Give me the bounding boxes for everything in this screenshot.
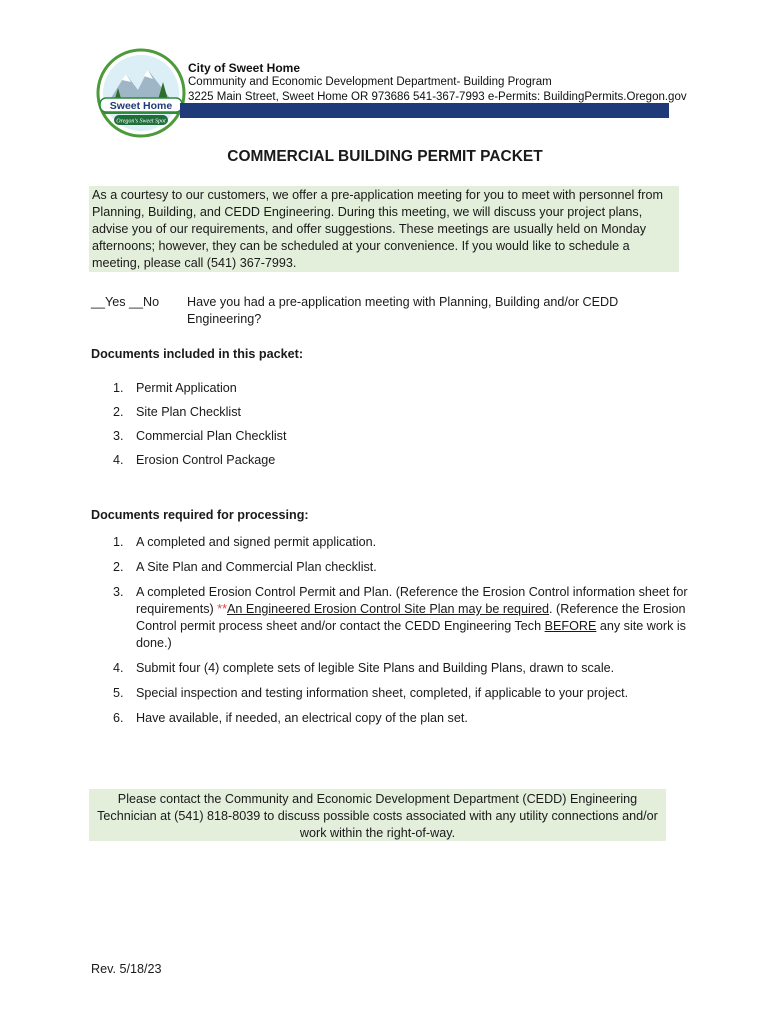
required-item-5: Special inspection and testing information sheet, completed, if applicable to your project.	[136, 686, 629, 700]
required-heading: Documents required for processing:	[91, 508, 309, 522]
item3-underlined-note: An Engineered Erosion Control Site Plan may be required	[227, 602, 550, 616]
required-item-6: Have available, if needed, an electrical copy of the plan set.	[136, 711, 468, 725]
logo-name: Sweet Home	[109, 100, 173, 112]
document-title: COMMERCIAL BUILDING PERMIT PACKET	[227, 148, 543, 165]
logo-tagline: Oregon's Sweet Spot	[116, 118, 166, 125]
yes-no-blanks[interactable]: __Yes __No	[91, 295, 160, 309]
required-list	[91, 534, 691, 727]
included-item-4: Erosion Control Package	[136, 453, 276, 467]
included-list	[91, 381, 286, 467]
org-title: City of Sweet Home	[188, 61, 301, 75]
pre-application-question-text: Have you had a pre-application meeting with Planning, Building and/or CEDD Engineering?	[187, 295, 619, 326]
revision-date: Rev. 5/18/23	[91, 962, 162, 976]
list-item: 2. A Site Plan and Commercial Plan checklist.	[113, 560, 377, 574]
included-item-1: Permit Application	[136, 381, 237, 395]
required-item-2: A Site Plan and Commercial Plan checklist.	[136, 560, 377, 574]
item3-text-part2: . (Reference the Erosion Control permit process sheet and/or contact the CEDD Engineering Tech	[136, 602, 686, 633]
required-item-4: Submit four (4) complete sets of legible Site Plans and Building Plans, drawn to scale.	[136, 661, 615, 675]
header-bar	[180, 103, 669, 118]
list-item: 1. Permit Application	[113, 381, 237, 395]
contact-box	[89, 789, 666, 841]
contact-address: 3225 Main Street, Sweet Home OR 973686 541-367-7993 e-Permits: BuildingPermits.Oregon.gov	[188, 91, 687, 103]
included-item-3: Commercial Plan Checklist	[136, 429, 287, 443]
contact-text: Please contact the Community and Economic Development Department (CEDD) Engineering Technician at (541) 818-8039 to discuss possible costs associated with any utility connections and/or work within the right-of-way.	[97, 792, 658, 840]
required-item-1: A completed and signed permit application.	[136, 535, 377, 549]
item3-stars: **	[217, 602, 228, 616]
list-item: 3. A completed Erosion Control Permit and Plan. (Reference the Erosion Control information sheet for requirements) **An Engineered Erosion Control Site Plan may be required. (Reference the Erosion Control permit process sheet and/or contact the CEDD Engineering Tech BEFORE any site work is done.)	[113, 585, 688, 650]
list-item: 4. Erosion Control Package	[113, 453, 276, 467]
included-item-2: Site Plan Checklist	[136, 405, 241, 419]
item3-text-part3: any site work is done.)	[136, 619, 686, 650]
list-item: 1. A completed and signed permit application.	[113, 535, 377, 549]
list-item: 2. Site Plan Checklist	[113, 405, 241, 419]
list-item: 3. Commercial Plan Checklist	[113, 429, 287, 443]
included-heading: Documents included in this packet:	[91, 347, 304, 361]
list-item: 5. Special inspection and testing information sheet, completed, if applicable to your project.	[113, 686, 629, 700]
city-logo	[96, 48, 186, 138]
list-item: 4. Submit four (4) complete sets of legible Site Plans and Building Plans, drawn to scale.	[113, 661, 615, 675]
courtesy-text: As a courtesy to our customers, we offer a pre-application meeting for you to meet with personnel from Planning, Building, and CEDD Engineering. During this meeting, we will discuss your project plans, advise you of our requirements, and offer suggestions. These meetings are usually held on Monday afternoons; however, they can be scheduled at your convenience. If you would like to schedule a meeting, please call (541) 367-7993.	[92, 188, 663, 270]
department-name: Community and Economic Development Department- Building Program	[188, 76, 552, 88]
item3-before: BEFORE	[544, 619, 597, 633]
item3-text-part1: A completed Erosion Control Permit and Plan. (Reference the Erosion Control information sheet for requirements)	[136, 585, 688, 616]
required-item-3	[136, 585, 688, 650]
courtesy-box	[89, 186, 679, 272]
list-item: 6. Have available, if needed, an electrical copy of the plan set.	[113, 711, 468, 725]
